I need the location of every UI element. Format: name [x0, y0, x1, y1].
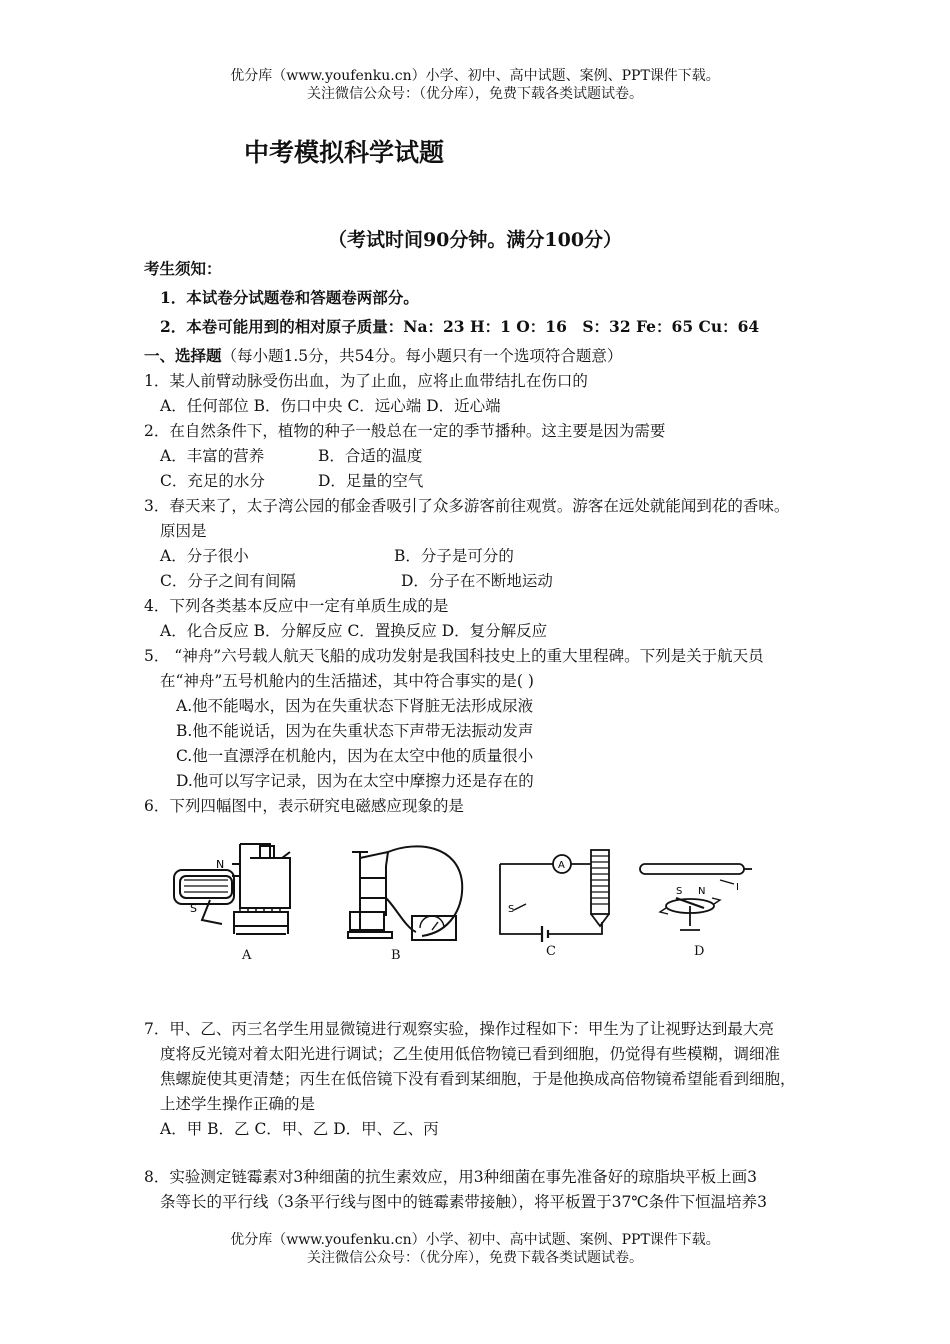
q6-figure-b [330, 838, 465, 948]
notice-item-1: 1．本试卷分试题卷和答题卷两部分。 [160, 288, 419, 307]
q6-label-b: B [391, 948, 401, 963]
footer-line-1: 优分库（www.youfenku.cn）小学、初中、高中试题、案例、PPT课件下载。 [230, 1232, 720, 1248]
section-1-title: 一、选择题 [144, 346, 222, 365]
q1-stem: 1．某人前臂动脉受伤出血，为了止血，应将止血带结扎在伤口的 [144, 372, 588, 390]
q5-stem: 5． “神舟”六号载人航天飞船的成功发射是我国科技史上的重大里程碑。下列是关于航天员 [144, 647, 764, 665]
q3-option-c: C．分子之间有间隔 [160, 572, 296, 590]
q6-label-a: A [242, 948, 252, 963]
q6-figure-c [494, 840, 614, 945]
section-1-note: （每小题1.5分，共54分。每小题只有一个选项符合题意） [221, 347, 623, 365]
q5-option-a: A.他不能喝水，因为在失重状态下肾脏无法形成尿液 [176, 697, 534, 715]
q3-option-d: D．分子在不断地运动 [401, 572, 553, 590]
footer-line-2: 关注微信公众号：（优分库），免费下载各类试题试卷。 [307, 1250, 643, 1266]
q3-stem-cont: 原因是 [160, 522, 207, 540]
q7-options: A．甲 B．乙 C．甲、乙 D．甲、乙、丙 [160, 1120, 439, 1138]
header-line-1: 优分库（www.youfenku.cn）小学、初中、高中试题、案例、PPT课件下载。 [230, 68, 720, 84]
q6-fig-d-n: N [698, 886, 706, 897]
section-1-header [144, 346, 622, 366]
q6-fig-c-switch: S [508, 904, 515, 915]
q7-line-2: 度将反光镜对着太阳光进行调试；乙生使用低倍物镜已看到细胞，仍觉得有些模糊，调细准 [160, 1045, 781, 1063]
q2-option-a: A．丰富的营养 [160, 447, 265, 465]
exam-subtitle: （考试时间90分钟。满分100分） [327, 229, 623, 251]
q1-options: A．任何部位 B．伤口中央 C．远心端 D．近心端 [160, 397, 501, 415]
q6-label-d: D [694, 944, 705, 959]
q8-line-1: 8．实验测定链霉素对3种细菌的抗生素效应，用3种细菌在事先准备好的琼脂块平板上画3 [144, 1168, 757, 1186]
q6-fig-d-current: I [736, 882, 739, 893]
q6-stem: 6．下列四幅图中，表示研究电磁感应现象的是 [144, 797, 464, 815]
q7-line-4: 上述学生操作正确的是 [160, 1095, 316, 1113]
q6-fig-d-s: S [676, 886, 683, 897]
header-line-2: 关注微信公众号：（优分库），免费下载各类试题试卷。 [307, 86, 643, 102]
q6-fig-c-ammeter: A [558, 860, 565, 871]
q5-option-c: C.他一直漂浮在机舱内，因为在太空中他的质量很小 [176, 747, 534, 765]
q2-option-c: C．充足的水分 [160, 472, 265, 490]
q8-line-2: 条等长的平行线（3条平行线与图中的链霉素带接触），将平板置于37℃条件下恒温培养3 [160, 1193, 768, 1211]
notice-item-2: 2．本卷可能用到的相对原子质量：Na：23 H：1 O：16 S：32 Fe：65 Cu：64 [160, 317, 760, 336]
q6-fig-a-s-label: S [190, 902, 197, 915]
q2-option-b: B．合适的温度 [318, 447, 423, 465]
q5-stem-cont: 在“神舟”五号机舱内的生活描述，其中符合事实的是( ) [160, 672, 534, 690]
q7-line-1: 7．甲、乙、丙三名学生用显微镜进行观察实验，操作过程如下：甲生为了让视野达到最大亮 [144, 1020, 774, 1038]
q3-stem: 3．春天来了，太子湾公园的郁金香吸引了众多游客前往观赏。游客在远处就能闻到花的香味。 [144, 497, 790, 515]
q2-option-d: D．足量的空气 [318, 472, 424, 490]
page-title: 中考模拟科学试题 [244, 138, 445, 167]
q3-option-a: A．分子很小 [160, 547, 249, 565]
q3-option-b: B．分子是可分的 [394, 547, 514, 565]
q6-figure-d [636, 858, 756, 943]
q6-label-c: C [546, 944, 556, 959]
q4-options: A．化合反应 B．分解反应 C．置换反应 D．复分解反应 [160, 622, 548, 640]
q6-fig-a-n-label: N [216, 858, 225, 871]
q6-figure-a [170, 838, 300, 948]
q5-option-d: D.他可以写字记录，因为在太空中摩擦力还是存在的 [176, 772, 534, 790]
q2-stem: 2．在自然条件下，植物的种子一般总在一定的季节播种。这主要是因为需要 [144, 422, 666, 440]
q7-line-3: 焦螺旋使其更清楚；丙生在低倍镜下没有看到某细胞，于是他换成高倍物镜希望能看到细胞， [160, 1070, 796, 1088]
notice-heading: 考生须知： [144, 259, 222, 278]
q5-option-b: B.他不能说话，因为在失重状态下声带无法振动发声 [176, 722, 534, 740]
q4-stem: 4．下列各类基本反应中一定有单质生成的是 [144, 597, 449, 615]
